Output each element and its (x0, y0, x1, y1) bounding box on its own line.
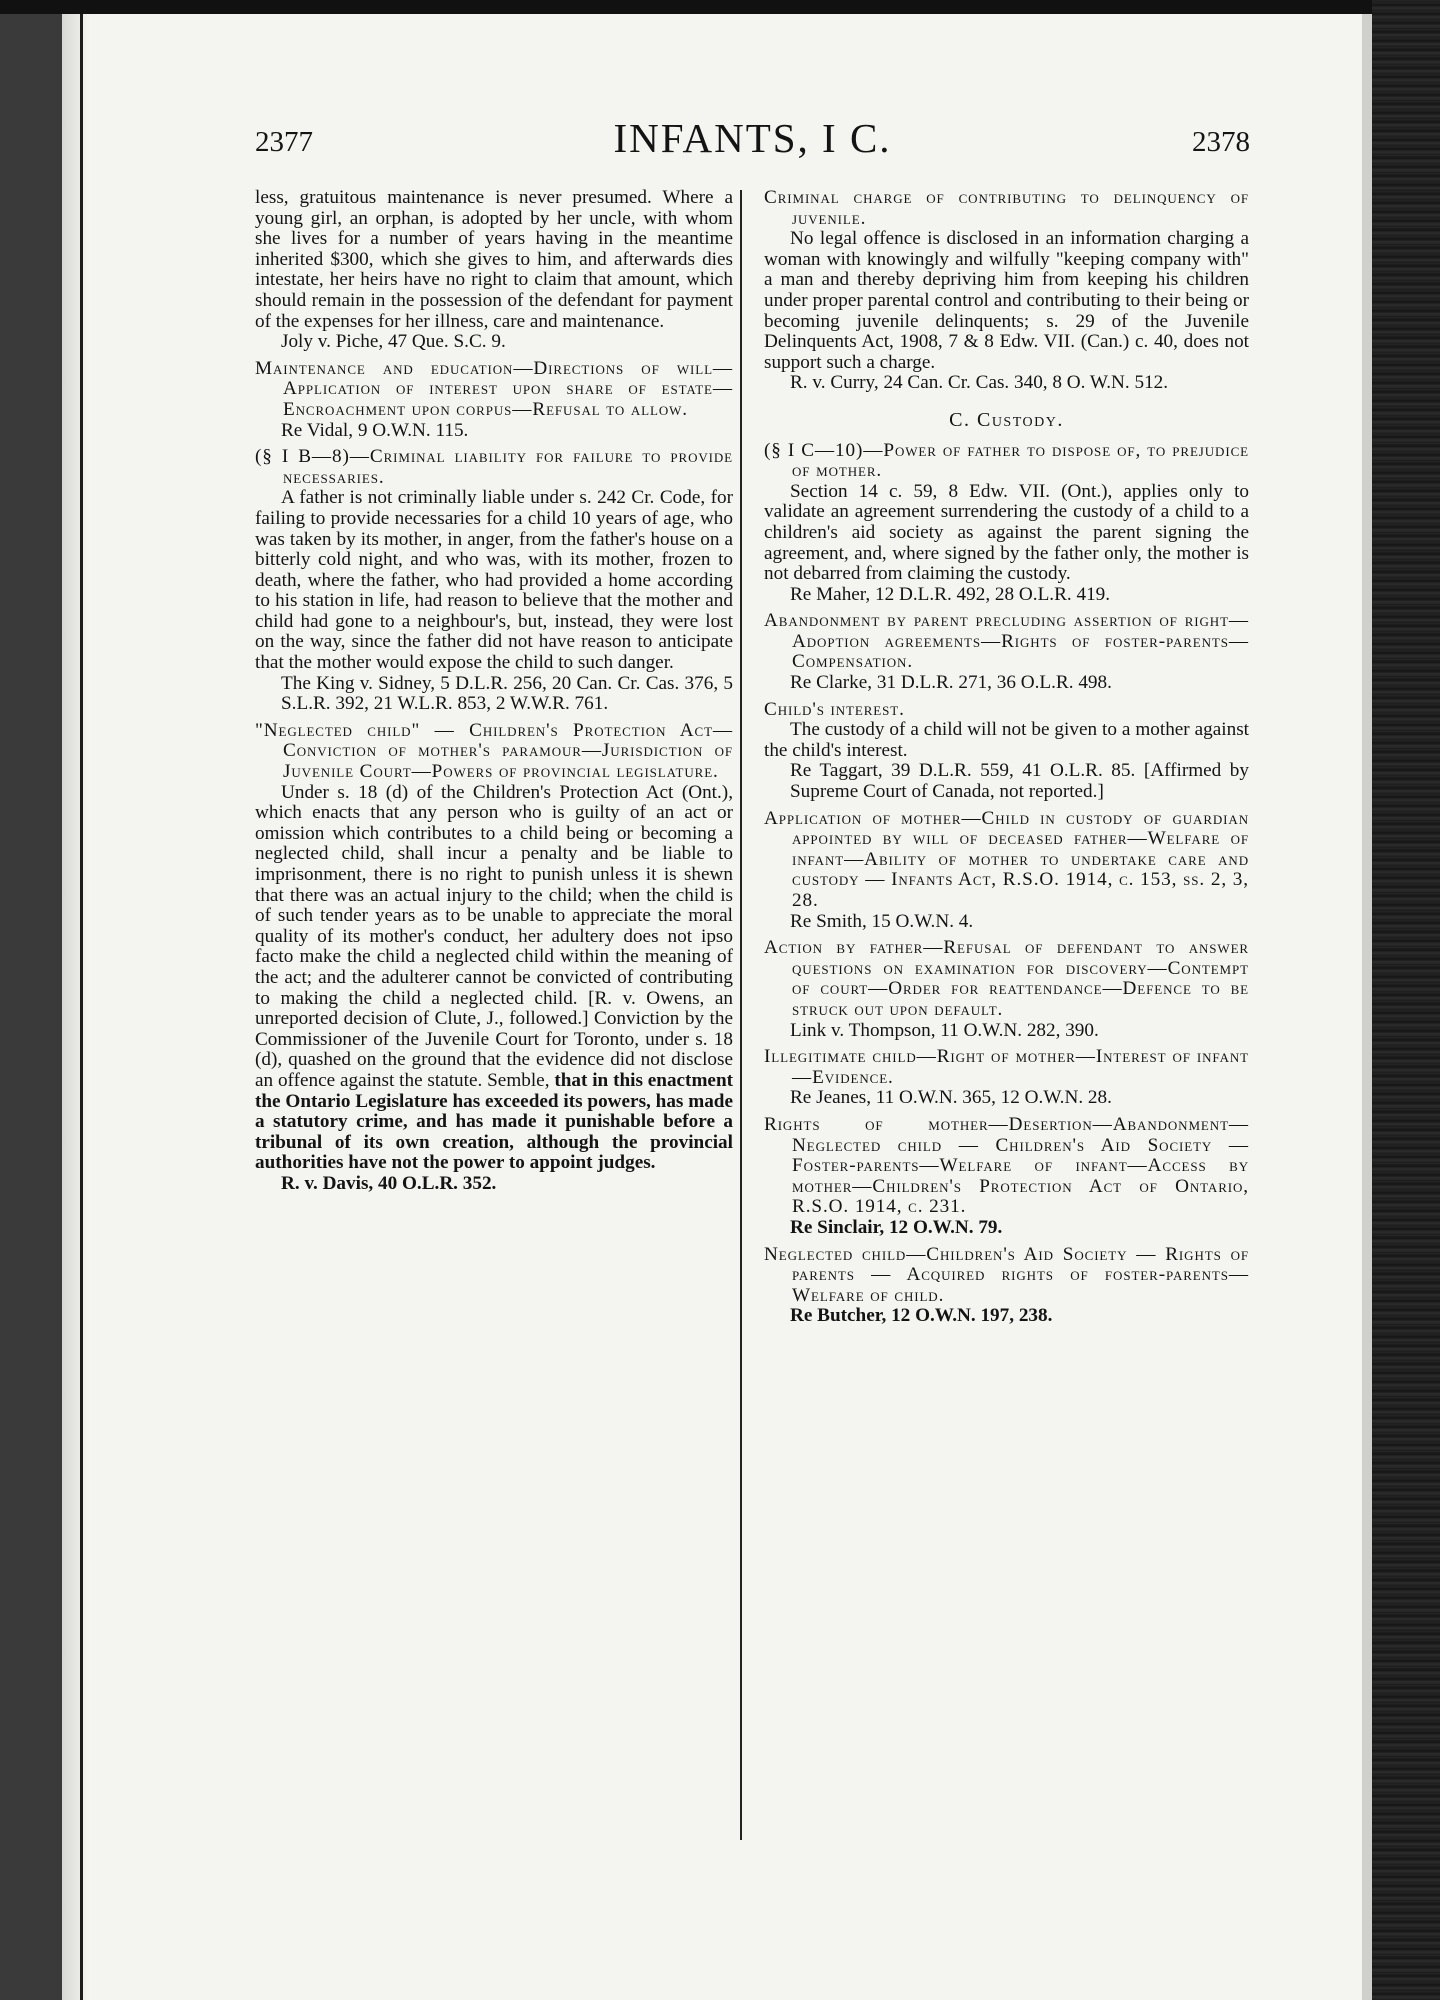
page-number-right: 2378 (1192, 126, 1250, 158)
case-citation: Re Maher, 12 D.L.R. 492, 28 O.L.R. 419. (790, 583, 1111, 605)
topic-heading: Maintenance and education—Directions of will—Application of interest upon share of estate—Encroachment upon corpus—Refusal to allow. (255, 357, 733, 420)
column-divider (740, 190, 742, 1840)
topic-heading: Application of mother—Child in custody of guardian appointed by will of deceased father—Welfare of infant—Ability of mother to undertake care and custody — Infants Act, R.S.O. 1914, c. 153, ss. 2, 3, 28. (764, 807, 1249, 911)
paragraph: Section 14 c. 59, 8 Edw. VII. (Ont.), applies only to validate an agreement surrendering the custody of a child to a children's aid society as against the parent signing the agreement, and, where signed by the father only, the mother is not debarred from claiming the custody. (764, 480, 1249, 585)
page-right-edge (1362, 14, 1372, 2000)
case-citation: Re Smith, 15 O.W.N. 4. (790, 910, 974, 932)
case-citation: Re Jeanes, 11 O.W.N. 365, 12 O.W.N. 28. (790, 1087, 1112, 1109)
scan-top-edge (0, 0, 1440, 14)
page-left-rule (80, 14, 83, 2000)
page-number-left: 2377 (255, 126, 313, 158)
page-header (255, 108, 1250, 168)
paragraph-text-bold: that in this enactment the Ontario Legislature has exceeded its powers, has made a statutory crime, and has made it punishable before a tribunal of its own creation, although the provincial authorities have not the power to appoint judges. (255, 1069, 734, 1174)
paragraph (255, 783, 733, 1174)
topic-heading: (§ I C—10)—Power of father to dispose of, to prejudice of mother. (764, 439, 1249, 482)
case-citation: Joly v. Piche, 47 Que. S.C. 9. (281, 331, 506, 353)
topic-heading: Child's interest. (764, 698, 905, 720)
case-citation: R. v. Curry, 24 Can. Cr. Cas. 340, 8 O. W.N. 512. (790, 372, 1169, 394)
paragraph: less, gratuitous maintenance is never presumed. Where a young girl, an orphan, is adopted by her uncle, with whom she lives for a number of years having in the meantime inherited $300, which she gives to him, and afterwards dies intestate, her heirs have no right to claim that amount, which should remain in the possession of the defendant for payment of the expenses for her illness, care and maintenance. (255, 187, 733, 332)
topic-heading: Abandonment by parent precluding assertion of right—Adoption agreements—Rights of foster-parents—Compensation. (764, 610, 1249, 673)
page-binding-shadow (62, 14, 90, 2000)
topic-heading: Illegitimate child—Right of mother—Interest of infant—Evidence. (764, 1046, 1249, 1088)
paragraph: The custody of a child will not be given to a mother against the child's interest. (764, 719, 1249, 761)
case-citation: Re Sinclair, 12 O.W.N. 79. (790, 1216, 1003, 1238)
left-column (255, 188, 733, 1199)
paragraph-text: Under s. 18 (d) of the Children's Protection Act (Ont.), which enacts that any person who is guilty of an act or omission which contributes to a child being or becoming a neglected child, shall incur a penalty and be liable to imprisonment, there is no right to punish unless it is shewn that there was an actual injury to the child; when the child is of such tender years as to be unable to appreciate the moral quality of its mother's conduct, her adultery does not ipso facto make the child a neglected child within the meaning of the act; and the adulterer cannot be convicted of contributing to making the child a neglected child. [R. v. Owens, an unreported decision of Clute, J., followed.] Conviction by the Commissioner of the Juvenile Court for Toronto, under s. 18 (d), quashed on the ground that the evidence did not disclose an offence against the statute. Semble, (255, 781, 733, 1091)
topic-heading: Criminal charge of contributing to delinquency of juvenile. (764, 187, 1249, 229)
case-citation: Re Clarke, 31 D.L.R. 271, 36 O.L.R. 498. (790, 672, 1112, 694)
topic-heading: (§ I B—8)—Criminal liability for failure to provide necessaries. (255, 446, 733, 488)
right-column (764, 188, 1249, 1331)
case-citation: The King v. Sidney, 5 D.L.R. 256, 20 Can. Cr. Cas. 376, 5 S.L.R. 392, 21 W.L.R. 853, 2 W.W.R. 761. (281, 672, 733, 715)
paragraph: No legal offence is disclosed in an information charging a woman with knowingly and wilfully "keeping company with" a man and thereby depriving him from keeping his children under proper parental control and contributing to their being or becoming juvenile delinquents; s. 29 of the Juvenile Delinquents Act, 1908, 7 & 8 Edw. VII. (Can.) c. 40, does not support such a charge. (764, 228, 1249, 373)
paragraph: A father is not criminally liable under s. 242 Cr. Code, for failing to provide necessaries for a child 10 years of age, who was taken by its mother, in anger, from the father's house on a bitterly cold night, and who was, with its mother, frozen to death, where the father, who had provided a home according to his station in life, had reason to believe that the mother and child had gone to a neighbour's, but, instead, they were lost on the way, since the father did not have reason to anticipate that the mother would expose the child to such danger. (255, 487, 733, 674)
topic-heading: "Neglected child" — Children's Protection Act—Conviction of mother's paramour—Jurisdiction of Juvenile Court—Powers of provincial legislature. (255, 719, 733, 783)
case-citation: Re Butcher, 12 O.W.N. 197, 238. (790, 1305, 1053, 1327)
case-citation: R. v. Davis, 40 O.L.R. 352. (281, 1172, 497, 1194)
topic-heading: Action by father—Refusal of defendant to answer questions on examination for discovery—Contempt of court—Order for reattendance—Defence to be struck out upon default. (764, 937, 1249, 1020)
section-title: C. Custody. (949, 408, 1064, 431)
topic-heading: Rights of mother—Desertion—Abandonment—Neglected child — Children's Aid Society — Foster-parents—Welfare of infant—Access by mother—Children's Protection Act of Ontario, R.S.O. 1914, c. 231. (764, 1113, 1249, 1218)
case-citation: Link v. Thompson, 11 O.W.N. 282, 390. (790, 1019, 1099, 1041)
book-spine (1372, 0, 1440, 2000)
running-head: INFANTS, I C. (613, 115, 892, 161)
topic-heading: Neglected child—Children's Aid Society — Rights of parents — Acquired rights of foster-parents—Welfare of child. (764, 1243, 1249, 1306)
case-citation: Re Taggart, 39 D.L.R. 559, 41 O.L.R. 85. [Affirmed by Supreme Court of Canada, not reported.] (790, 760, 1249, 803)
case-citation: Re Vidal, 9 O.W.N. 115. (281, 419, 469, 441)
